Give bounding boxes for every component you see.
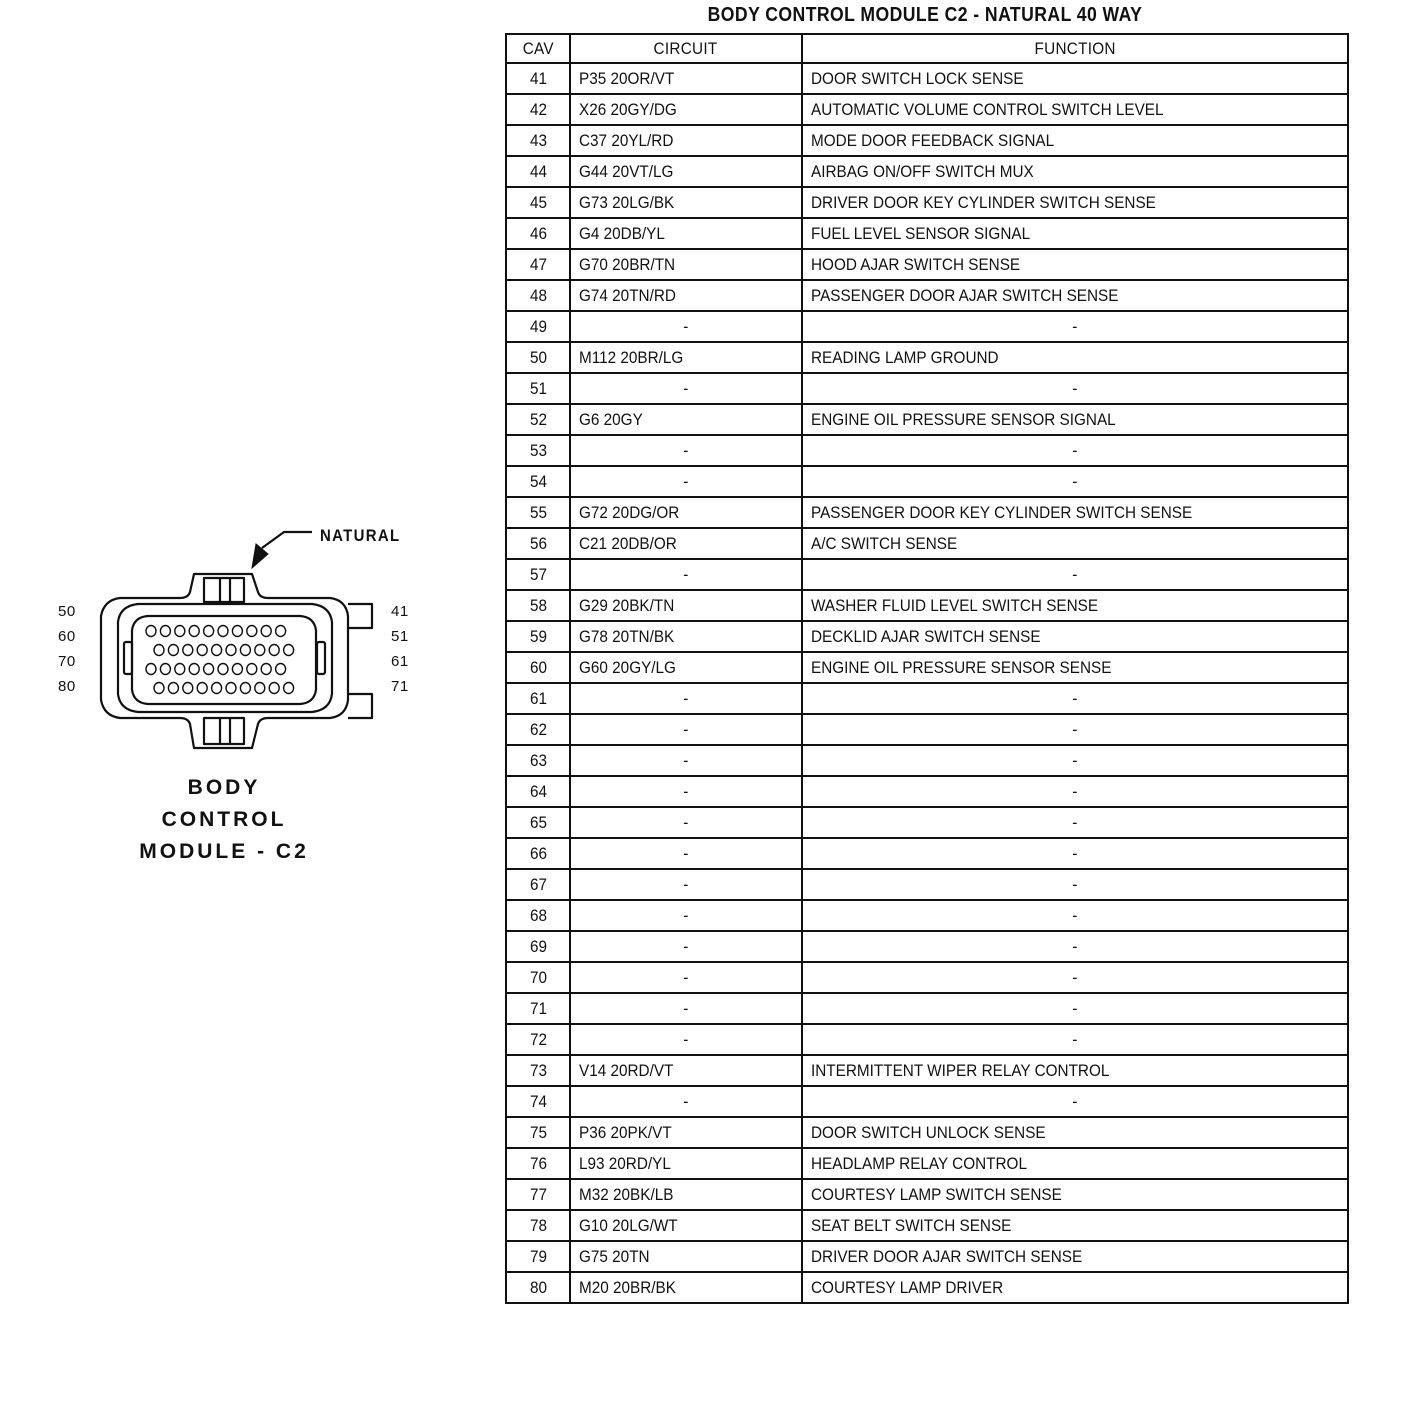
pin-cavity [189,626,199,637]
pin-cavity [255,683,265,694]
left-pin-label: 60 [58,628,76,645]
table-row [506,218,1348,249]
circuit-cell: - [570,869,802,900]
cav-cell: 69 [506,931,570,962]
pin-cavity [218,664,228,675]
circuit-cell: M32 20BK/LB [570,1179,802,1210]
cav-cell: 58 [506,590,570,621]
cav-cell: 71 [506,993,570,1024]
circuit-cell: - [570,311,802,342]
pin-cavity [183,683,193,694]
circuit-cell: G29 20BK/TN [570,590,802,621]
function-cell: - [802,714,1348,745]
right-key [317,642,325,674]
circuit-cell: - [570,466,802,497]
cav-cell: 65 [506,807,570,838]
table-row [506,1179,1348,1210]
circuit-cell: G10 20LG/WT [570,1210,802,1241]
circuit-cell: G73 20LG/BK [570,187,802,218]
circuit-cell: - [570,435,802,466]
pin-cavity [276,626,286,637]
pin-cavities [146,626,294,694]
function-cell: - [802,807,1348,838]
pin-cavity [154,645,164,656]
cav-cell: 55 [506,497,570,528]
left-key [124,642,132,674]
function-cell: COURTESY LAMP SWITCH SENSE [802,1179,1348,1210]
circuit-cell: G78 20TN/BK [570,621,802,652]
function-cell: - [802,466,1348,497]
cav-cell: 67 [506,869,570,900]
cav-cell: 49 [506,311,570,342]
cav-cell: 73 [506,1055,570,1086]
function-cell: ENGINE OIL PRESSURE SENSOR SENSE [802,652,1348,683]
table-row [506,776,1348,807]
table-row [506,249,1348,280]
connector-inner-body [118,604,332,712]
table-row [506,125,1348,156]
circuit-cell: P36 20PK/VT [570,1117,802,1148]
table-row [506,280,1348,311]
function-cell: DRIVER DOOR KEY CYLINDER SWITCH SENSE [802,187,1348,218]
circuit-cell: - [570,1024,802,1055]
function-cell: DECKLID AJAR SWITCH SENSE [802,621,1348,652]
circuit-cell: - [570,683,802,714]
table-row [506,900,1348,931]
cav-cell: 62 [506,714,570,745]
cav-cell: 63 [506,745,570,776]
cav-cell: 72 [506,1024,570,1055]
function-cell: - [802,683,1348,714]
natural-pointer-label: NATURAL [320,526,401,545]
cav-cell: 50 [506,342,570,373]
circuit-cell: - [570,776,802,807]
function-cell: DOOR SWITCH LOCK SENSE [802,63,1348,94]
function-cell: - [802,776,1348,807]
function-cell: ENGINE OIL PRESSURE SENSOR SIGNAL [802,404,1348,435]
function-cell: HEADLAMP RELAY CONTROL [802,1148,1348,1179]
pin-cavity [204,664,214,675]
pin-cavity [146,626,156,637]
cav-cell: 80 [506,1272,570,1303]
cav-cell: 79 [506,1241,570,1272]
circuit-cell: G74 20TN/RD [570,280,802,311]
pin-cavity [232,626,242,637]
circuit-cell: - [570,373,802,404]
circuit-cell: C37 20YL/RD [570,125,802,156]
right-pin-label: 71 [391,678,409,695]
pin-cavity [247,626,257,637]
function-cell: FUEL LEVEL SENSOR SIGNAL [802,218,1348,249]
function-cell: WASHER FLUID LEVEL SWITCH SENSE [802,590,1348,621]
connector-housing-outline [101,574,348,748]
table-row [506,559,1348,590]
cav-cell: 76 [506,1148,570,1179]
table-row [506,94,1348,125]
cav-cell: 60 [506,652,570,683]
table-row [506,187,1348,218]
pin-cavity [160,664,170,675]
cav-cell: 45 [506,187,570,218]
cav-cell: 59 [506,621,570,652]
table-row [506,652,1348,683]
table-row [506,838,1348,869]
connector-caption [124,772,324,868]
circuit-cell: V14 20RD/VT [570,1055,802,1086]
table-row [506,931,1348,962]
pin-cavity [269,645,279,656]
circuit-cell: M112 20BR/LG [570,342,802,373]
pin-cavity [261,664,271,675]
function-cell: - [802,993,1348,1024]
pin-cavity [269,683,279,694]
table-row [506,1241,1348,1272]
pin-cavity [160,626,170,637]
circuit-cell: - [570,931,802,962]
circuit-cell: C21 20DB/OR [570,528,802,559]
circuit-cell: G70 20BR/TN [570,249,802,280]
pin-cavity [168,645,178,656]
pin-cavity [276,664,286,675]
function-cell: SEAT BELT SWITCH SENSE [802,1210,1348,1241]
cav-cell: 53 [506,435,570,466]
cav-cell: 57 [506,559,570,590]
pin-field-frame [132,616,316,704]
cav-cell: 75 [506,1117,570,1148]
function-cell: INTERMITTENT WIPER RELAY CONTROL [802,1055,1348,1086]
column-header-function: FUNCTION [802,34,1348,63]
function-cell: - [802,1086,1348,1117]
pin-cavity [212,683,222,694]
table-row [506,993,1348,1024]
table-row [506,1117,1348,1148]
table-row [506,1086,1348,1117]
table-row [506,1272,1348,1303]
bottom-latch [204,718,244,744]
circuit-cell: G75 20TN [570,1241,802,1272]
pin-cavity [284,683,294,694]
table-row [506,435,1348,466]
circuit-cell: G60 20GY/LG [570,652,802,683]
right-pin-label: 61 [391,653,409,670]
function-cell: - [802,559,1348,590]
circuit-cell: G6 20GY [570,404,802,435]
pin-cavity [240,683,250,694]
circuit-cell: G72 20DG/OR [570,497,802,528]
circuit-cell: - [570,559,802,590]
column-header-circuit: CIRCUIT [570,34,802,63]
table-row [506,466,1348,497]
circuit-cell: - [570,838,802,869]
function-cell: - [802,900,1348,931]
pin-cavity [232,664,242,675]
table-row [506,590,1348,621]
table-row [506,1210,1348,1241]
connector-drawing [0,0,480,900]
table-row [506,745,1348,776]
cav-cell: 61 [506,683,570,714]
function-cell: - [802,962,1348,993]
circuit-cell: L93 20RD/YL [570,1148,802,1179]
caption-line: CONTROL [161,808,287,831]
pin-cavity [240,645,250,656]
table-row [506,528,1348,559]
table-row [506,63,1348,94]
pin-cavity [247,664,257,675]
right-tab-top [348,604,372,628]
function-cell: DRIVER DOOR AJAR SWITCH SENSE [802,1241,1348,1272]
pin-cavity [168,683,178,694]
cav-cell: 78 [506,1210,570,1241]
function-cell: DOOR SWITCH UNLOCK SENSE [802,1117,1348,1148]
pin-cavity [226,645,236,656]
cav-cell: 51 [506,373,570,404]
cav-cell: 47 [506,249,570,280]
natural-pointer-arrowhead [252,544,268,568]
function-cell: MODE DOOR FEEDBACK SIGNAL [802,125,1348,156]
function-cell: READING LAMP GROUND [802,342,1348,373]
cav-cell: 64 [506,776,570,807]
table-row [506,869,1348,900]
table-row [506,342,1348,373]
table-row [506,1024,1348,1055]
top-latch [204,578,244,602]
circuit-cell: - [570,993,802,1024]
table-row [506,156,1348,187]
cav-cell: 66 [506,838,570,869]
table-row [506,373,1348,404]
cav-cell: 41 [506,63,570,94]
left-pin-label: 70 [58,653,76,670]
function-cell: - [802,745,1348,776]
function-cell: - [802,435,1348,466]
function-cell: PASSENGER DOOR AJAR SWITCH SENSE [802,280,1348,311]
function-cell: - [802,838,1348,869]
table-header-row [506,34,1348,63]
left-pin-label: 80 [58,678,76,695]
table-row [506,311,1348,342]
cav-cell: 54 [506,466,570,497]
cav-cell: 56 [506,528,570,559]
pinout-table [505,33,1349,1304]
table-row [506,497,1348,528]
cav-cell: 74 [506,1086,570,1117]
pin-cavity [146,664,156,675]
cav-cell: 43 [506,125,570,156]
pin-cavity [212,645,222,656]
right-tab-bottom [348,694,372,718]
circuit-cell: - [570,745,802,776]
pin-cavity [261,626,271,637]
right-pin-label: 41 [391,603,409,620]
table-row [506,404,1348,435]
cav-cell: 52 [506,404,570,435]
table-row [506,714,1348,745]
pin-cavity [154,683,164,694]
circuit-cell: - [570,1086,802,1117]
table-row [506,683,1348,714]
pin-cavity [226,683,236,694]
function-cell: - [802,311,1348,342]
table-row [506,962,1348,993]
left-pin-label: 50 [58,603,76,620]
cav-cell: 77 [506,1179,570,1210]
pin-cavity [197,683,207,694]
function-cell: AIRBAG ON/OFF SWITCH MUX [802,156,1348,187]
pin-cavity [218,626,228,637]
function-cell: - [802,869,1348,900]
table-title: BODY CONTROL MODULE C2 - NATURAL 40 WAY [707,4,1143,26]
right-pin-label: 51 [391,628,409,645]
pin-cavity [183,645,193,656]
caption-line: MODULE - C2 [139,840,309,863]
table-row [506,621,1348,652]
caption-line: BODY [187,776,261,799]
connector-diagram [0,0,480,900]
pin-cavity [255,645,265,656]
pinout-table-body [506,63,1348,1303]
circuit-cell: - [570,714,802,745]
circuit-cell: P35 20OR/VT [570,63,802,94]
pin-cavity [204,626,214,637]
table-row [506,1148,1348,1179]
natural-pointer-line [262,532,312,548]
function-cell: - [802,931,1348,962]
cav-cell: 68 [506,900,570,931]
pin-cavity [197,645,207,656]
function-cell: HOOD AJAR SWITCH SENSE [802,249,1348,280]
table-row [506,1055,1348,1086]
function-cell: COURTESY LAMP DRIVER [802,1272,1348,1303]
function-cell: A/C SWITCH SENSE [802,528,1348,559]
pin-cavity [284,645,294,656]
table-row [506,807,1348,838]
cav-cell: 44 [506,156,570,187]
function-cell: PASSENGER DOOR KEY CYLINDER SWITCH SENSE [802,497,1348,528]
circuit-cell: G4 20DB/YL [570,218,802,249]
circuit-cell: M20 20BR/BK [570,1272,802,1303]
circuit-cell: - [570,900,802,931]
cav-cell: 70 [506,962,570,993]
cav-cell: 42 [506,94,570,125]
function-cell: - [802,1024,1348,1055]
pin-cavity [175,626,185,637]
pin-cavity [175,664,185,675]
column-header-cav: CAV [506,34,570,63]
function-cell: - [802,373,1348,404]
cav-cell: 46 [506,218,570,249]
pin-cavity [189,664,199,675]
circuit-cell: - [570,962,802,993]
cav-cell: 48 [506,280,570,311]
circuit-cell: G44 20VT/LG [570,156,802,187]
circuit-cell: - [570,807,802,838]
function-cell: AUTOMATIC VOLUME CONTROL SWITCH LEVEL [802,94,1348,125]
circuit-cell: X26 20GY/DG [570,94,802,125]
